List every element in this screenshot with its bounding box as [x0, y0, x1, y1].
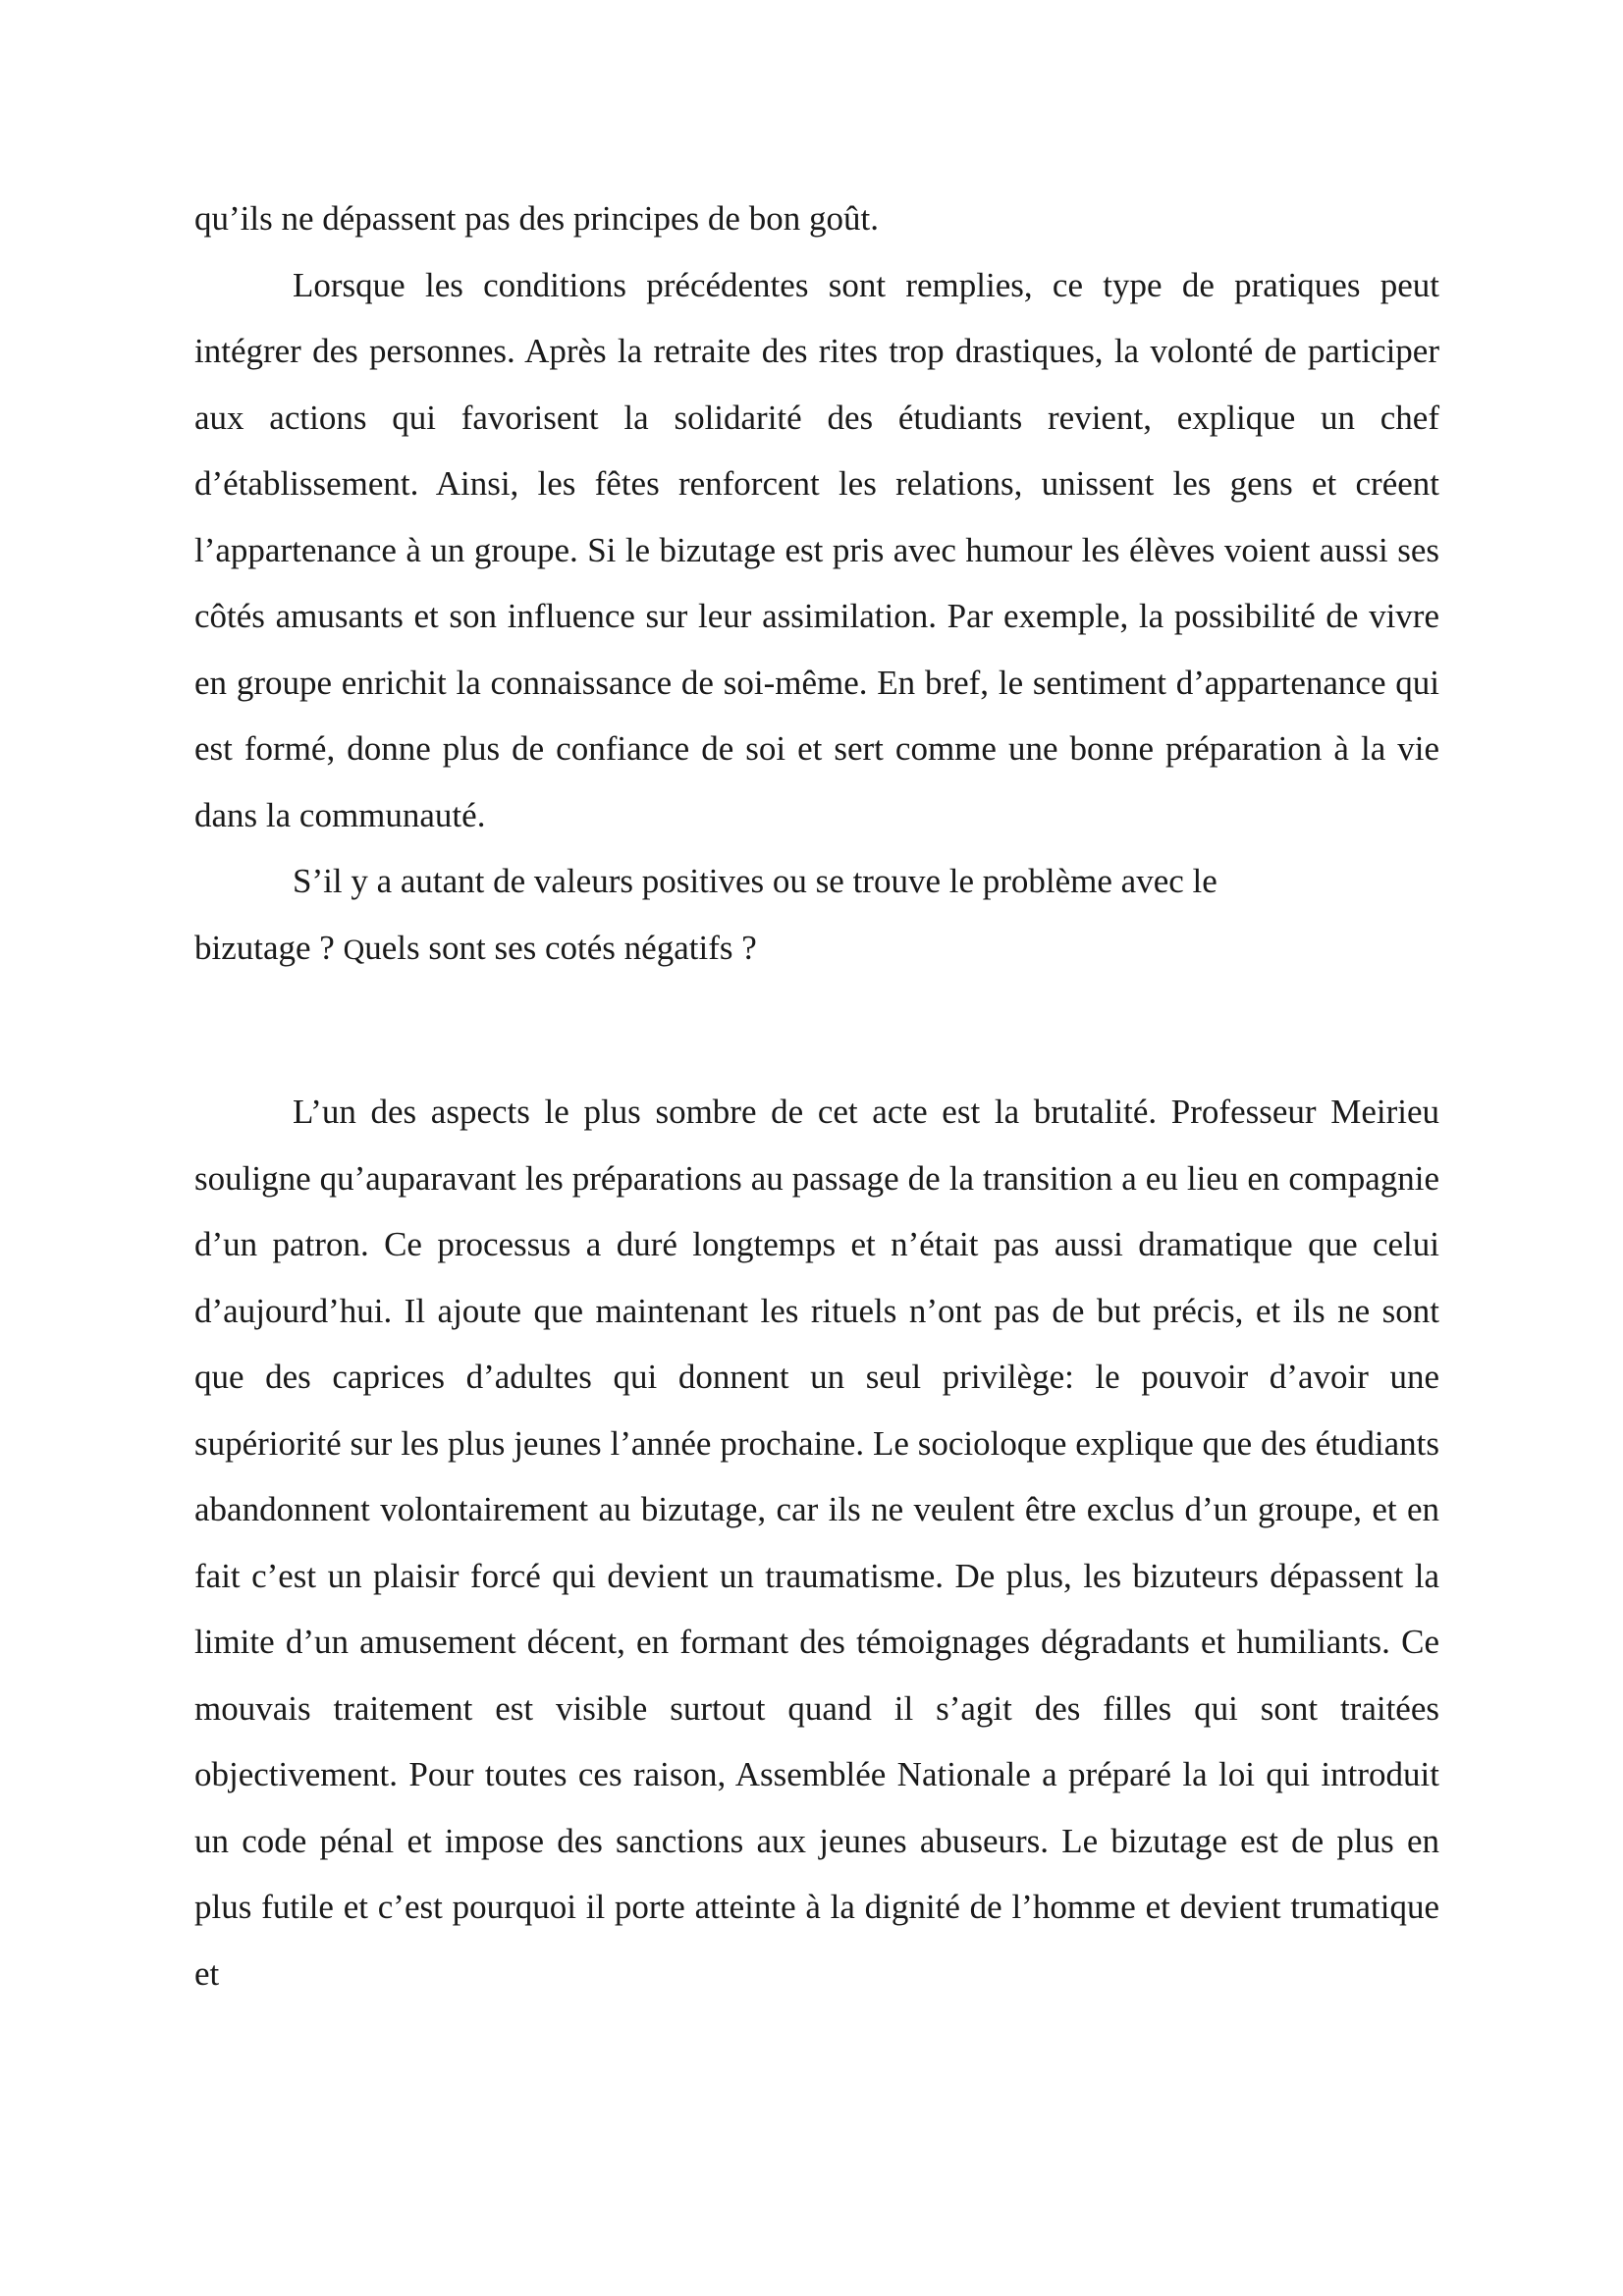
text-block-upper [194, 186, 1439, 983]
paragraph-brutality: L’un des aspects le plus sombre de cet acte est la brutalité. Professeur Meirieu souligne qu’auparavant les préparations au passage de la transition a eu lieu en compagnie d’un patron. Ce processus a duré longtemps et n’était pas aussi dramatique que celui d’aujourd’hui. Il ajoute que maintenant les rituels n’ont pas de but précis, et ils ne sont que des caprices d’adultes qui donnent un seul privilège: le pouvoir d’avoir une supériorité sur les plus jeunes l’année prochaine. Le socioloque explique que des étudiants abandonnent volontairement au bizutage, car ils ne veulent être exclus d’un groupe, et en fait c’est un plaisir forcé qui devient un traumatisme. De plus, les bizuteurs dépassent la limite d’un amusement décent, en formant des témoignages dégradants et humiliants. Ce mouvais traitement est visible surtout quand il s’agit des filles qui sont traitées objectivement. Pour toutes ces raison, Assemblée Nationale a préparé la loi qui introduit un code pénal et impose des sanctions aux jeunes abuseurs. Le bizutage est de plus en plus futile et c’est pourquoi il porte atteinte à la dignité de l’homme et devient trumatique et [194, 1093, 1439, 1993]
question-line-2-start: bizutage ? [194, 928, 344, 967]
paragraph-positive-values: Lorsque les conditions précédentes sont remplies, ce type de pratiques peut intégrer des personnes. Après la retraite des rites trop drastiques, la volonté de participer aux actions qui favorisent la solidarité des étudiants revient, explique un chef d’établissement. Ainsi, les fêtes renforcent les relations, unissent les gens et créent l’appartenance à un groupe. Si le bizutage est pris avec humour les élèves voient aussi ses côtés amusants et son influence sur leur assimilation. Par exemple, la possibilité de vivre en groupe enrichit la connaissance de soi-même. En bref, le sentiment d’appartenance qui est formé, donne plus de confiance de soi et sert comme une bonne préparation à la vie dans la communauté. [194, 265, 1439, 834]
question-capital-q: Q [343, 933, 365, 966]
question-line-2-end: uels sont ses cotés négatifs ? [364, 928, 757, 967]
paragraph-question [194, 848, 1439, 983]
question-line-1: S’il y a autant de valeurs positives ou se trouve le problème avec le [293, 862, 1217, 900]
text-block-lower [194, 1079, 1439, 2006]
paragraph-continuation: qu’ils ne dépassent pas des principes de bon goût. [194, 199, 879, 238]
